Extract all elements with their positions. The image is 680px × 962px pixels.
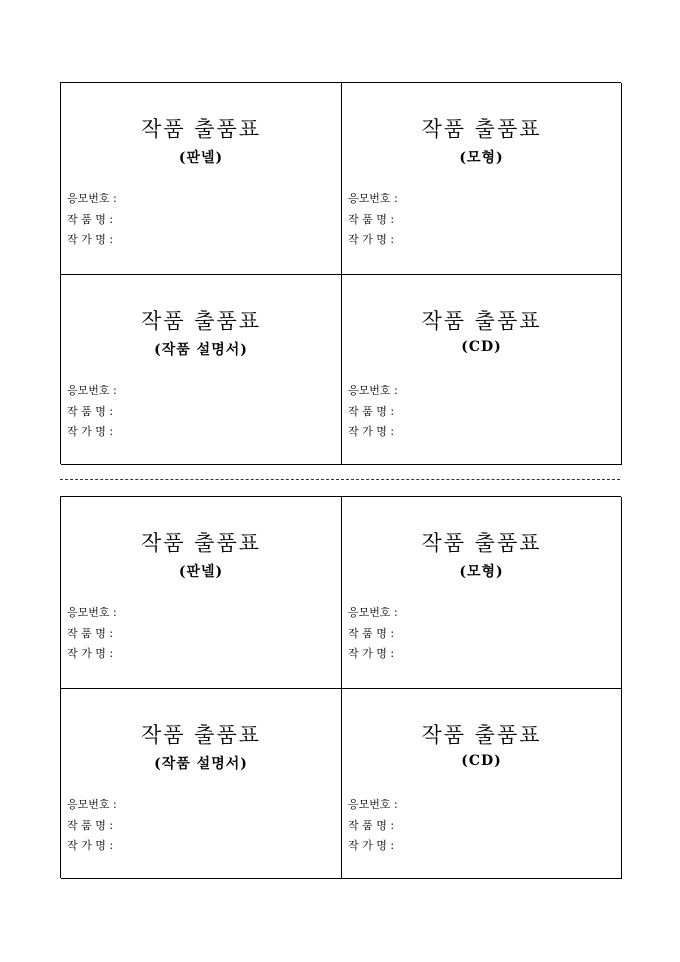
card-subtitle: (판넬) <box>178 564 224 580</box>
card-subtitle: (모형) <box>459 564 504 580</box>
work-title-field: 작 품 명 : <box>67 212 114 226</box>
entry-number-field: 응모번호 : <box>348 606 398 619</box>
card-fields <box>67 381 117 443</box>
work-title-field: 작 품 명 : <box>67 626 114 640</box>
card-subtitle: (CD) <box>461 753 502 769</box>
card-title: 작품 출품표 <box>421 309 542 333</box>
label-card-model <box>342 497 622 689</box>
label-sheet-bottom <box>60 496 621 878</box>
label-sheet-top <box>60 82 621 464</box>
card-title: 작품 출품표 <box>421 723 542 747</box>
card-title: 작품 출품표 <box>140 531 262 555</box>
card-subtitle: (판넬) <box>178 150 224 166</box>
card-fields <box>348 795 398 857</box>
work-title-field: 작 품 명 : <box>348 818 395 832</box>
artist-name-field: 작 가 명 : <box>67 425 114 438</box>
work-title-field: 작 품 명 : <box>67 404 114 418</box>
label-card-model <box>342 83 622 275</box>
card-title: 작품 출품표 <box>421 117 542 141</box>
entry-number-field: 응모번호 : <box>348 384 398 397</box>
artist-name-field: 작 가 명 : <box>348 233 395 246</box>
entry-number-field: 응모번호 : <box>67 192 117 205</box>
label-card-panel <box>61 83 342 275</box>
artist-name-field: 작 가 명 : <box>67 233 114 246</box>
label-card-cd <box>342 275 622 465</box>
card-subtitle: (CD) <box>461 339 502 355</box>
artist-name-field: 작 가 명 : <box>67 839 114 852</box>
label-card-description <box>61 689 342 879</box>
card-title: 작품 출품표 <box>140 309 262 333</box>
entry-number-field: 응모번호 : <box>67 606 117 619</box>
card-fields <box>67 189 117 251</box>
card-fields <box>348 189 398 251</box>
card-fields <box>348 381 398 443</box>
label-card-description <box>61 275 342 465</box>
card-fields <box>67 603 117 665</box>
work-title-field: 작 품 명 : <box>348 404 395 418</box>
card-subtitle: (작품 설명서) <box>154 342 248 358</box>
entry-number-field: 응모번호 : <box>67 384 117 397</box>
entry-number-field: 응모번호 : <box>348 192 398 205</box>
work-title-field: 작 품 명 : <box>348 626 395 640</box>
artist-name-field: 작 가 명 : <box>348 647 395 660</box>
card-fields <box>348 603 398 665</box>
card-fields <box>67 795 117 857</box>
work-title-field: 작 품 명 : <box>67 818 114 832</box>
cut-line-divider <box>60 479 620 480</box>
card-title: 작품 출품표 <box>140 723 262 747</box>
label-card-panel <box>61 497 342 689</box>
card-subtitle: (작품 설명서) <box>154 756 248 772</box>
card-title: 작품 출품표 <box>421 531 542 555</box>
work-title-field: 작 품 명 : <box>348 212 395 226</box>
artist-name-field: 작 가 명 : <box>348 839 395 852</box>
entry-number-field: 응모번호 : <box>348 798 398 811</box>
card-title: 작품 출품표 <box>140 117 262 141</box>
artist-name-field: 작 가 명 : <box>67 647 114 660</box>
card-subtitle: (모형) <box>459 150 504 166</box>
label-card-cd <box>342 689 622 879</box>
entry-number-field: 응모번호 : <box>67 798 117 811</box>
artist-name-field: 작 가 명 : <box>348 425 395 438</box>
